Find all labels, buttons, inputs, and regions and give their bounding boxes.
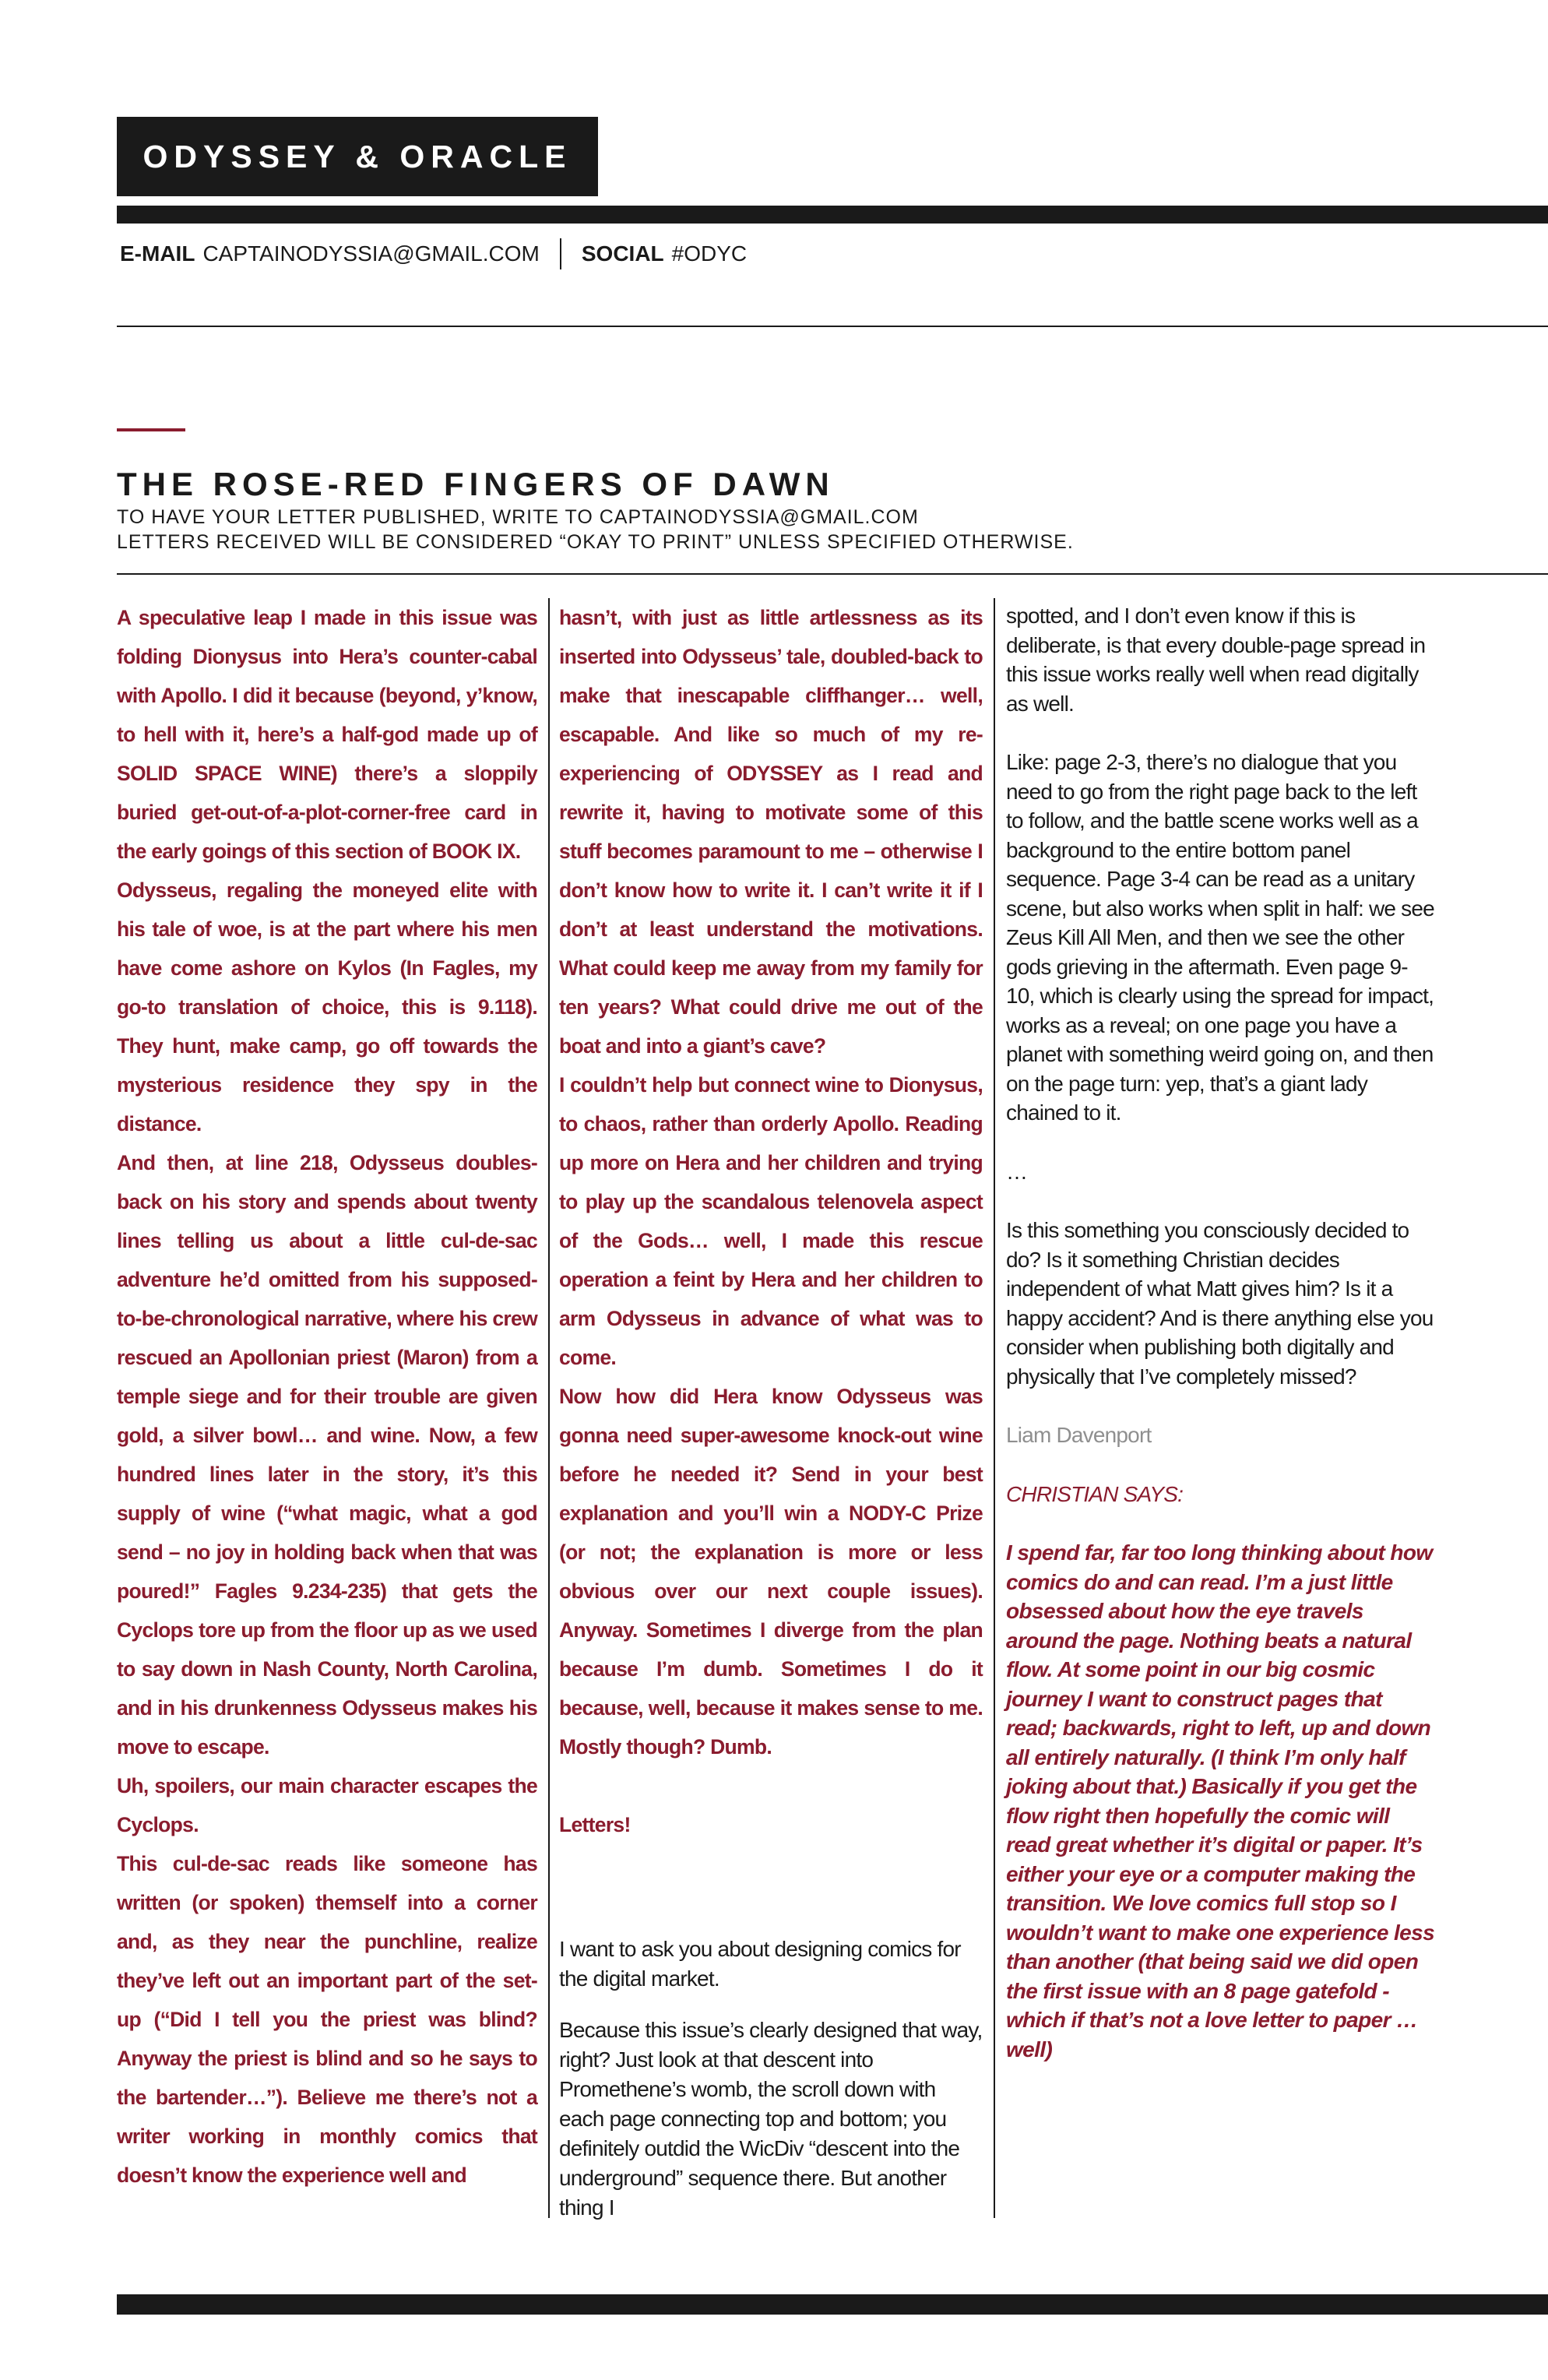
letter-paragraph: Like: page 2-3, there’s no dialogue that you need to go from the right page back to the left to follow, and the battle scene works well as a background to the entire bottom panel sequence. Page 3-4 can be read as a unitary scene, but also works when split in half: we see Zeus Kill All Men, and then we see the other gods grieving in the aftermath. Even page 9-10, which is clearly using the spread for impact, works as a reveal; on one page you have a planet with something weird going on, and then on the page turn: yep, that’s a giant lady chained to it. — [1006, 750, 1434, 1125]
reply-heading: CHRISTIAN SAYS: — [1006, 1481, 1184, 1506]
editorial-paragraph: Now how did Hera know Odysseus was gonna need super-awesome knock-out wine before he needed it? Send in your best explanation and you’ll win a NODY-C Prize (or not; the explanation is more or less obvious over our next couple issues). Anyway. Sometimes I diverge from the plan because I’m dumb. Sometimes I do it because, well, because it makes sense to me. Mostly though? Dumb. — [559, 1385, 983, 1759]
social-label: SOCIAL — [581, 241, 664, 266]
accent-rule — [117, 428, 185, 431]
section-rule — [117, 573, 1548, 575]
letter-ellipsis: … — [1006, 1159, 1028, 1184]
contact-divider — [560, 238, 561, 269]
christian-reply: I spend far, far too long thinking about how comics do and can read. I’m a just little obsessed about how the eye travels around the page. Nothing beats a natural flow. At some point in our big cosmic journey I want to construct pages that read; backwards, right to left, up and down all entirely naturally. (I think I’m only half joking about that.) Basically if you get the flow right then hopefully the comic will read great whether it’s digital or paper. It’s either your eye or a computer making the transition. We love comics full stop so I wouldn’t want to make one experience less than another (that being said we did open the first issue with an 8 page gatefold - which if that’s not a love letter to paper …well) — [1006, 1540, 1435, 2061]
editorial-paragraph: hasn’t, with just as little artlessness as its inserted into Odysseus’ tale, doubled-back to make that inescapable cliffhanger… well, escapable. And like so much of my re-experiencing of ODYSSEY as I read and rewrite it, having to motivate some of this stuff becomes paramount to me – otherwise I don’t know how to write it. I can’t write it if I don’t at least understand the motivations. What could keep me away from my family for ten years? What could drive me out of the boat and into a giant’s cave? — [559, 606, 983, 1058]
letter-paragraph: Because this issue’s clearly designed that way, right? Just look at that descent into Promethene’s womb, the scroll down with each page connecting top and bottom; you definitely outdid the WicDiv “descent into the underground” sequence there. But another thing I — [559, 2018, 983, 2220]
email-value: CAPTAINODYSSIA@GMAIL.COM — [202, 241, 540, 266]
column-1-editorial — [117, 598, 537, 2195]
editorial-paragraph: Uh, spoilers, our main character escapes the Cyclops. — [117, 1774, 537, 1836]
editorial-continued — [559, 598, 983, 1844]
section-title: THE ROSE-RED FINGERS OF DAWN — [117, 466, 835, 502]
section-subtitle-1: TO HAVE YOUR LETTER PUBLISHED, WRITE TO CAPTAINODYSSIA@GMAIL.COM — [117, 506, 919, 528]
column-2 — [559, 598, 983, 2223]
email-label: E-MAIL — [120, 241, 195, 266]
editorial-paragraph: This cul-de-sac reads like someone has written (or spoken) themself into a corner and, as they near the punchline, realize they’ve left out an important part of the set-up (“Did I tell you the priest was blind? Anyway the priest is blind and so he says to the bartender…”). Believe me there’s not a writer working in monthly comics that doesn’t know the experience well and — [117, 1852, 537, 2187]
letter-paragraph: spotted, and I don’t even know if this is deliberate, is that every double-page spread in this issue works really well when read digitally as well. — [1006, 604, 1426, 716]
top-rule — [117, 206, 1548, 224]
letter-paragraph: I want to ask you about designing comics for the digital market. — [559, 1937, 961, 1991]
social-value: #ODYC — [671, 241, 748, 266]
bottom-rule — [117, 2294, 1548, 2315]
column-3 — [1006, 601, 1436, 2093]
column-divider — [994, 598, 995, 2218]
editorial-paragraph: Odysseus, regaling the moneyed elite with his tale of woe, is at the part where his men have come ashore on Kylos (In Fagles, my go-to translation of choice, this is 9.118). They hunt, make camp, go off towards the mysterious residence they spy in the distance. — [117, 878, 537, 1135]
masthead-title: ODYSSEY & ORACLE — [117, 117, 598, 196]
reader-letter — [559, 1935, 983, 2223]
header-thin-rule — [117, 326, 1548, 327]
letters-heading: Letters! — [559, 1813, 631, 1836]
column-divider — [548, 598, 550, 2218]
editorial-paragraph: A speculative leap I made in this issue was folding Dionysus into Hera’s counter-cabal with Apollo. I did it because (beyond, y’know, to hell with it, here’s a half-god made up of SOLID SPACE WINE) there’s a sloppily buried get-out-of-a-plot-corner-free card in the early goings of this section of BOOK IX. — [117, 606, 537, 863]
editorial-paragraph: I couldn’t help but connect wine to Dionysus, to chaos, rather than orderly Apollo. Reading up more on Hera and her children and trying to play up the scandalous telenovela aspect of the Gods… well, I made this rescue operation a feint by Hera and her children to arm Odysseus in advance of what was to come. — [559, 1073, 983, 1369]
letter-signature: Liam Davenport — [1006, 1423, 1152, 1447]
contact-row — [120, 238, 747, 269]
section-subtitle-2: LETTERS RECEIVED WILL BE CONSIDERED “OKAY TO PRINT” UNLESS SPECIFIED OTHERWISE. — [117, 531, 1074, 553]
letter-paragraph: Is this something you consciously decided to do? Is it something Christian decides independent of what Matt gives him? Is it a happy accident? And is there anything else you consider when publishing both digitally and physically that I’ve completely missed? — [1006, 1218, 1434, 1389]
editorial-paragraph: And then, at line 218, Odysseus doubles-back on his story and spends about twenty lines telling us about a little cul-de-sac adventure he’d omitted from his supposed-to-be-chronological narrative, where his crew rescued an Apollonian priest (Maron) from a temple siege and for their trouble are given gold, a silver bowl… and wine. Now, a few hundred lines later in the story, it’s this supply of wine (“what magic, what a god send – no joy in holding back when that was poured!” Fagles 9.234-235) that gets the Cyclops tore up from the floor up as we used to say down in Nash County, North Carolina, and in his drunkenness Odysseus makes his move to escape. — [117, 1151, 537, 1759]
